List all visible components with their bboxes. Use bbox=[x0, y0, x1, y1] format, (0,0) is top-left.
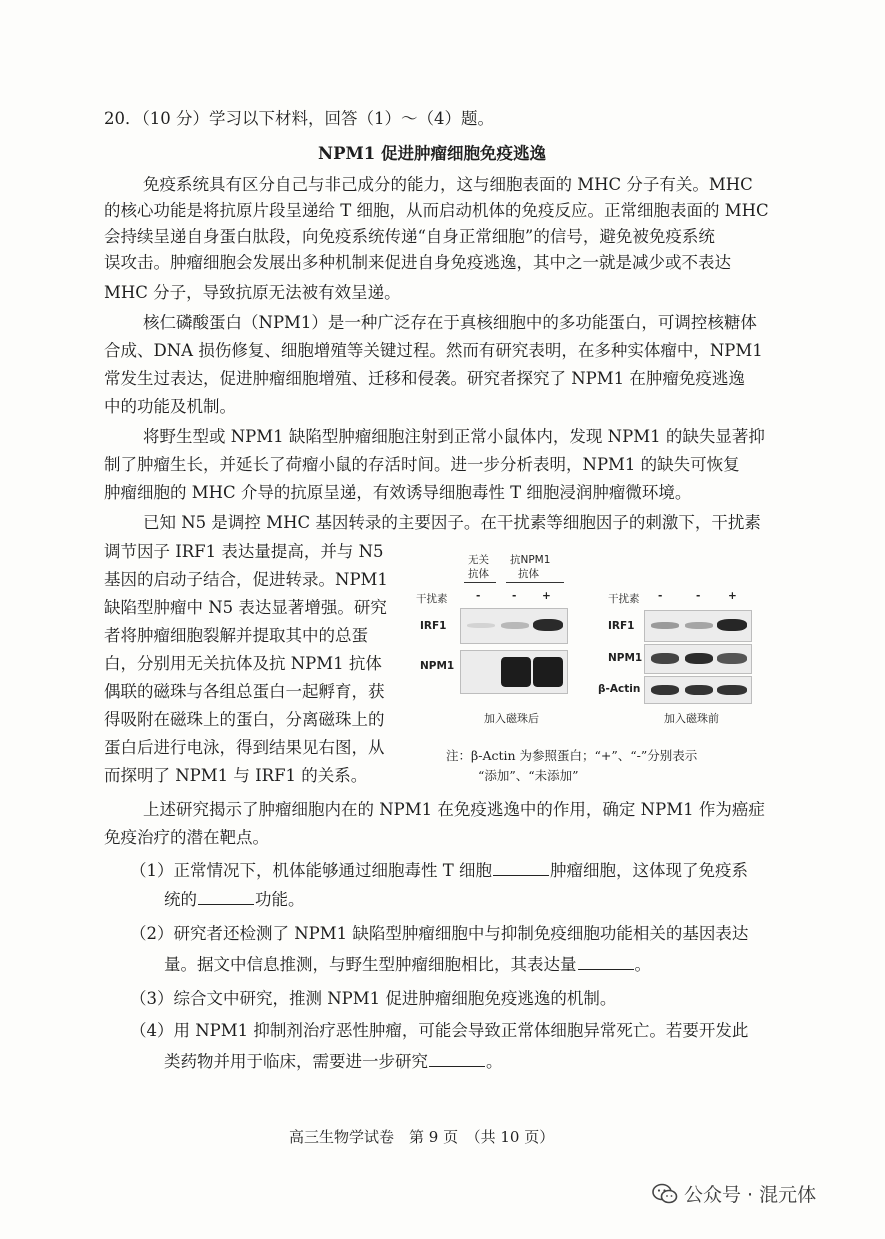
q2-blank[interactable] bbox=[578, 953, 634, 970]
p4-left-9: 而探明了 NPM1 与 IRF1 的关系。 bbox=[104, 766, 368, 785]
right-npm1-blot bbox=[644, 644, 752, 674]
watermark bbox=[652, 1180, 816, 1207]
left-npm1-label: NPM1 bbox=[420, 660, 455, 672]
p3-line-2: 制了肿瘤生长，并延长了荷瘤小鼠的存活时间。进一步分析表明，NPM1 的缺失可恢复 bbox=[104, 455, 740, 474]
p4-left-8: 蛋白后进行电泳，得到结果见右图，从 bbox=[104, 738, 385, 757]
p2-line-3: 常发生过表达，促进肿瘤细胞增殖、迁移和侵袭。研究者探究了 NPM1 在肿瘤免疫逃逸 bbox=[104, 369, 745, 388]
p3-line-3: 肿瘤细胞的 MHC 介导的抗原呈递，有效诱导细胞毒性 T 细胞浸润肿瘤微环境。 bbox=[104, 483, 692, 502]
band bbox=[685, 685, 713, 695]
q1-text-c: 统的 bbox=[164, 890, 197, 909]
band bbox=[651, 622, 679, 629]
p4-left-5: 白，分别用无关抗体及抗 NPM1 抗体 bbox=[104, 654, 382, 673]
band bbox=[651, 653, 679, 664]
left-sign-2: - bbox=[512, 590, 517, 602]
figure-note-2: “添加”、“未添加” bbox=[478, 768, 579, 783]
band bbox=[717, 653, 747, 664]
q1-line-2 bbox=[164, 887, 305, 913]
right-irf1-label: IRF1 bbox=[608, 620, 635, 632]
right-sign-1: - bbox=[658, 590, 663, 602]
p1-line-4: 误攻击。肿瘤细胞会发展出多种机制来促进自身免疫逃逸，其中之一就是减少或不表达 bbox=[104, 253, 731, 272]
p4-left-2: 基因的启动子结合，促进转录。NPM1 bbox=[104, 570, 388, 589]
page-footer: 高三生物学试卷 第 9 页 （共 10 页） bbox=[289, 1128, 555, 1146]
band bbox=[501, 622, 529, 629]
q4-text-c: 。 bbox=[486, 1052, 503, 1071]
right-actin-label: β-Actin bbox=[598, 683, 641, 695]
p1-line-1: 免疫系统具有区分自己与非己成分的能力，这与细胞表面的 MHC 分子有关。MHC bbox=[143, 175, 753, 194]
q1-blank-2[interactable] bbox=[198, 888, 254, 905]
question-header: 20．（10 分）学习以下材料，回答（1）～（4）题。 bbox=[104, 109, 494, 128]
q2-line-2 bbox=[164, 952, 651, 978]
q2-text-c: 。 bbox=[634, 955, 651, 974]
q4-line-1: （4）用 NPM1 抑制剂治疗恶性肿瘤，可能会导致正常体细胞异常死亡。若要开发此 bbox=[130, 1021, 749, 1040]
p2-line-1: 核仁磷酸蛋白（NPM1）是一种广泛存在于真核细胞中的多功能蛋白，可调控核糖体 bbox=[143, 313, 757, 332]
group1-underline bbox=[464, 582, 496, 583]
band bbox=[467, 623, 495, 628]
p2-line-4: 中的功能及机制。 bbox=[104, 397, 236, 416]
p5-line-1: 上述研究揭示了肿瘤细胞内在的 NPM1 在免疫逃逸中的作用，确定 NPM1 作为癌症 bbox=[143, 800, 765, 819]
band bbox=[685, 653, 713, 664]
group2-label-b: 抗体 bbox=[518, 568, 539, 580]
left-npm1-blot bbox=[460, 650, 568, 694]
passage-title: NPM1 促进肿瘤细胞免疫逃逸 bbox=[318, 144, 546, 163]
band bbox=[717, 619, 747, 631]
q2-line-1: （2）研究者还检测了 NPM1 缺陷型肿瘤细胞中与抑制免疫细胞功能相关的基因表达 bbox=[130, 924, 749, 943]
left-sign-1: - bbox=[476, 590, 481, 602]
figure-note-1: 注：β-Actin 为参照蛋白；“+”、“-”分别表示 bbox=[446, 748, 698, 763]
wechat-icon bbox=[652, 1183, 678, 1205]
group1-label-b: 抗体 bbox=[468, 568, 489, 580]
right-caption: 加入磁珠前 bbox=[664, 712, 719, 725]
q4-blank[interactable] bbox=[429, 1050, 485, 1067]
q1-text-a: （1）正常情况下，机体能够通过细胞毒性 T 细胞 bbox=[130, 861, 492, 880]
right-sign-3: + bbox=[728, 590, 737, 602]
p1-line-5: MHC 分子，导致抗原无法被有效呈递。 bbox=[104, 283, 401, 302]
left-sign-3: + bbox=[542, 590, 551, 602]
q1-text-b: 肿瘤细胞，这体现了免疫系 bbox=[550, 861, 748, 880]
p3-line-1: 将野生型或 NPM1 缺陷型肿瘤细胞注射到正常小鼠体内，发现 NPM1 的缺失显著抑 bbox=[143, 427, 765, 446]
band bbox=[717, 685, 747, 695]
q3-line: （3）综合文中研究，推测 NPM1 促进肿瘤细胞免疫逃逸的机制。 bbox=[130, 989, 617, 1008]
band bbox=[533, 657, 563, 687]
p2-line-2: 合成、DNA 损伤修复、细胞增殖等关键过程。然而有研究表明，在多种实体瘤中，NPM1 bbox=[104, 341, 763, 360]
right-npm1-label: NPM1 bbox=[608, 652, 643, 664]
watermark-text: 公众号 · 混元体 bbox=[684, 1184, 817, 1206]
q4-line-2 bbox=[164, 1049, 503, 1075]
western-blot-figure bbox=[412, 548, 792, 798]
p1-line-3: 会持续呈递自身蛋白肽段，向免疫系统传递“自身正常细胞”的信号，避免被免疫系统 bbox=[104, 227, 715, 246]
right-irf1-blot bbox=[644, 610, 752, 642]
p4-left-3: 缺陷型肿瘤中 N5 表达显著增强。研究 bbox=[104, 598, 387, 617]
q1-text-d: 功能。 bbox=[255, 890, 305, 909]
left-ifn-label: 干扰素 bbox=[416, 593, 448, 605]
band bbox=[533, 619, 563, 631]
p1-line-2: 的核心功能是将抗原片段呈递给 T 细胞，从而启动机体的免疫反应。正常细胞表面的 MHC bbox=[104, 201, 769, 220]
p4-left-1: 调节因子 IRF1 表达量提高，并与 N5 bbox=[104, 542, 384, 561]
band bbox=[501, 657, 531, 687]
right-ifn-label: 干扰素 bbox=[608, 593, 640, 605]
p4-line-1: 已知 N5 是调控 MHC 基因转录的主要因子。在干扰素等细胞因子的刺激下，干扰素 bbox=[143, 513, 761, 532]
left-irf1-blot bbox=[460, 608, 568, 644]
q1-line-1 bbox=[130, 858, 748, 884]
p4-left-7: 得吸附在磁珠上的蛋白，分离磁珠上的 bbox=[104, 710, 385, 729]
p4-left-4: 者将肿瘤细胞裂解并提取其中的总蛋 bbox=[104, 626, 368, 645]
q2-text-b: 量。据文中信息推测，与野生型肿瘤细胞相比，其表达量 bbox=[164, 955, 577, 974]
left-irf1-label: IRF1 bbox=[420, 620, 447, 632]
left-caption: 加入磁珠后 bbox=[484, 712, 539, 725]
group2-label: 抗NPM1 bbox=[510, 554, 551, 566]
p4-left-6: 偶联的磁珠与各组总蛋白一起孵育，获 bbox=[104, 682, 385, 701]
group1-label: 无关 bbox=[468, 554, 489, 566]
group2-underline bbox=[506, 582, 564, 583]
right-actin-blot bbox=[644, 676, 752, 704]
band bbox=[651, 685, 679, 695]
q4-text-b: 类药物并用于临床，需要进一步研究 bbox=[164, 1052, 428, 1071]
p5-line-2: 免疫治疗的潜在靶点。 bbox=[104, 828, 269, 847]
q1-blank-1[interactable] bbox=[493, 859, 549, 876]
band bbox=[685, 622, 713, 629]
right-sign-2: - bbox=[696, 590, 701, 602]
